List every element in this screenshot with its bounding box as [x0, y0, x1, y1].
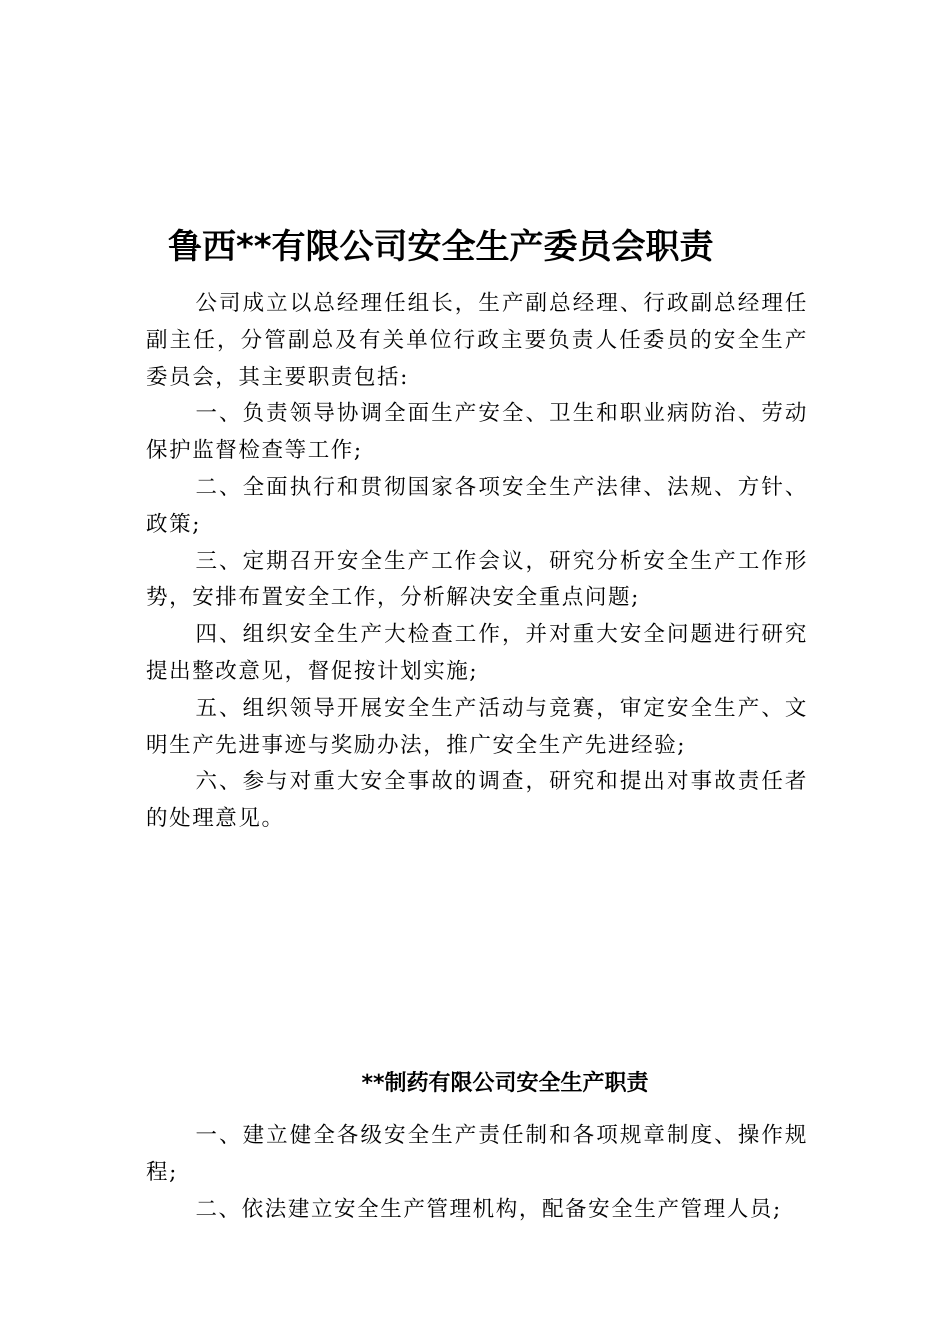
- company-duty-item-2: 二、依法建立安全生产管理机构，配备安全生产管理人员;: [195, 1196, 782, 1222]
- duty-item-1: 一、负责领导协调全面生产安全、卫生和职业病防治、劳动保护监督检查等工作;: [146, 401, 808, 464]
- duty-item-4: 四、组织安全生产大检查工作，并对重大安全问题进行研究提出整改意见，督促按计划实施;: [146, 622, 808, 684]
- committee-duties-body: [146, 286, 808, 838]
- duty-item-6: 六、参与对重大安全事故的调查，研究和提出对事故责任者的处理意见。: [146, 769, 808, 832]
- duty-item-5: 五、组织领导开展安全生产活动与竞赛，审定安全生产、文明生产先进事迹与奖励办法，推广安全生产先进经验;: [146, 695, 808, 758]
- duty-item-2: 二、全面执行和贯彻国家各项安全生产法律、法规、方针、政策;: [146, 474, 808, 537]
- document-title: 鲁西**有限公司安全生产委员会职责: [168, 227, 714, 267]
- company-duties-body: [146, 1118, 808, 1228]
- duty-item-3: 三、定期召开安全生产工作会议，研究分析安全生产工作形势，安排布置安全工作，分析解决安全重点问题;: [146, 548, 808, 611]
- intro-paragraph: 公司成立以总经理任组长，生产副总经理、行政副总经理任副主任，分管副总及有关单位行政主要负责人任委员的安全生产委员会，其主要职责包括:: [146, 291, 808, 390]
- section-title: **制药有限公司安全生产职责: [361, 1071, 649, 1096]
- company-duty-item-1: 一、建立健全各级安全生产责任制和各项规章制度、操作规程;: [146, 1123, 808, 1185]
